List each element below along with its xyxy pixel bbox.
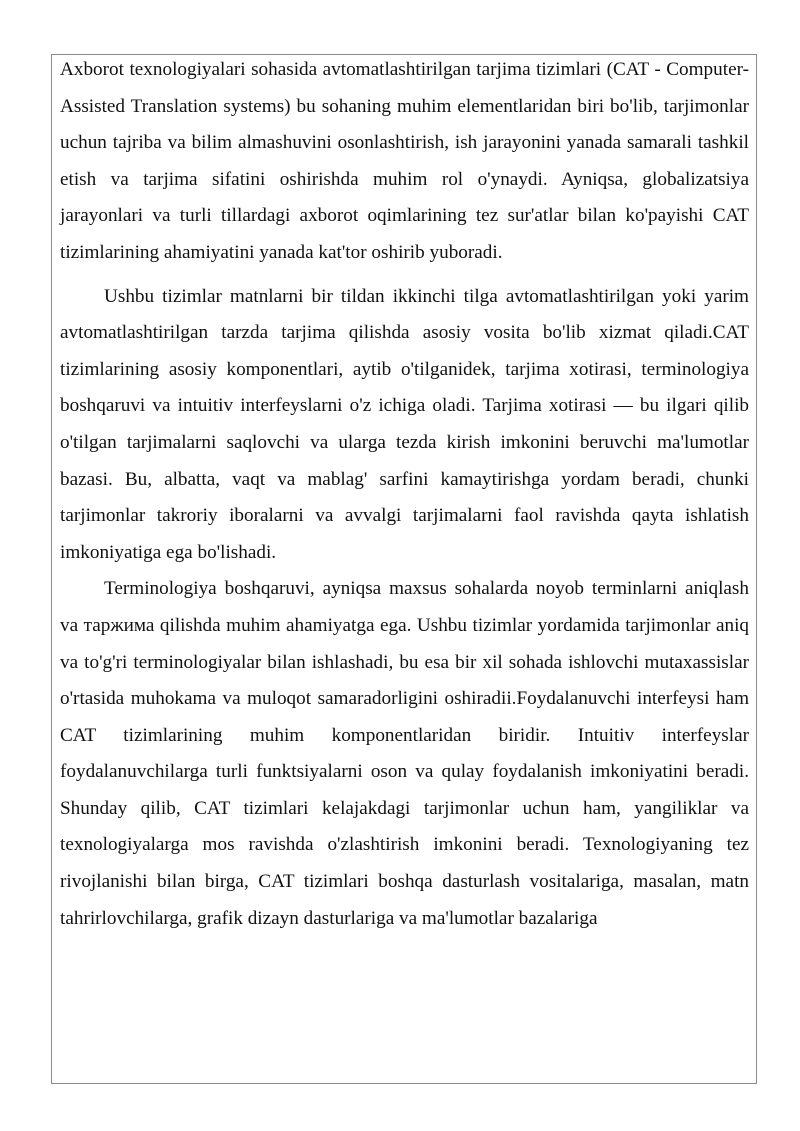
document-page	[51, 54, 757, 1084]
paragraph-systems: Ushbu tizimlar matnlarni bir tildan ikkinchi tilga avtomatlashtirilgan yoki yarim avtomatlashtirilgan tarzda tarjima qilishda asosiy vosita bo'lib xizmat qiladi.CAT tizimlarining asosiy komponentlari, aytib o'tilganidek, tarjima xotirasi, terminologiya boshqaruvi va intuitiv interfeyslarni o'z ichiga oladi. Tarjima xotirasi — bu ilgari qilib o'tilgan tarjimalarni saqlovchi va ularga tezda kirish imkonini beruvchi ma'lumotlar bazasi. Bu, albatta, vaqt va mablag' sarfini kamaytirishga yordam beradi, chunki tarjimonlar takroriy iboralarni va avvalgi tarjimalarni faol ravishda qayta ishlatish imkoniyatiga ega bo'lishadi.	[60, 285, 749, 563]
paragraph-intro: Axborot texnologiyalari sohasida avtomatlashtirilgan tarjima tizimlari (CAT - Computer-Assisted Translation systems) bu sohaning muhim elementlaridan biri bo'lib, tarjimonlar uchun tajriba va bilim almashuvini osonlashtirish, ish jarayonini yanada samarali tashkil etish va tarjima sifatini oshirishda muhim rol o'ynaydi. Ayniqsa, globalizatsiya jarayonlari va turli tillardagi axborot oqimlarining tez sur'atlar bilan ko'payishi CAT tizimlarining ahamiyatini yanada kat'tor oshirib yuboradi.	[60, 59, 749, 263]
paragraph-terminology: Terminologiya boshqaruvi, ayniqsa maxsus sohalarda noyob terminlarni aniqlash va таржима qilishda muhim ahamiyatga ega. Ushbu tizimlar yordamida tarjimonlar aniq va to'g'ri terminologiyalar bilan ishlashadi, bu esa bir xil sohada ishlovchi mutaxassislar o'rtasida muhokama va muloqot samaradorligini oshiradii.Foydalanuvchi interfeysi ham CAT tizimlarining muhim komponentlaridan biridir. Intuitiv interfeyslar foydalanuvchilarga turli funktsiyalarni oson va qulay foydalanish imkoniyatini beradi. Shunday qilib, CAT tizimlari kelajakdagi tarjimonlar uchun ham, yangiliklar va texnologiyalarga mos ravishda o'zlashtirish imkonini beradi. Texnologiyaning tez rivojlanishi bilan birga, CAT tizimlari boshqa dasturlash vositalariga, masalan, matn tahrirlovchilarga, grafik dizayn dasturlariga va ma'lumotlar bazalariga	[60, 578, 749, 929]
